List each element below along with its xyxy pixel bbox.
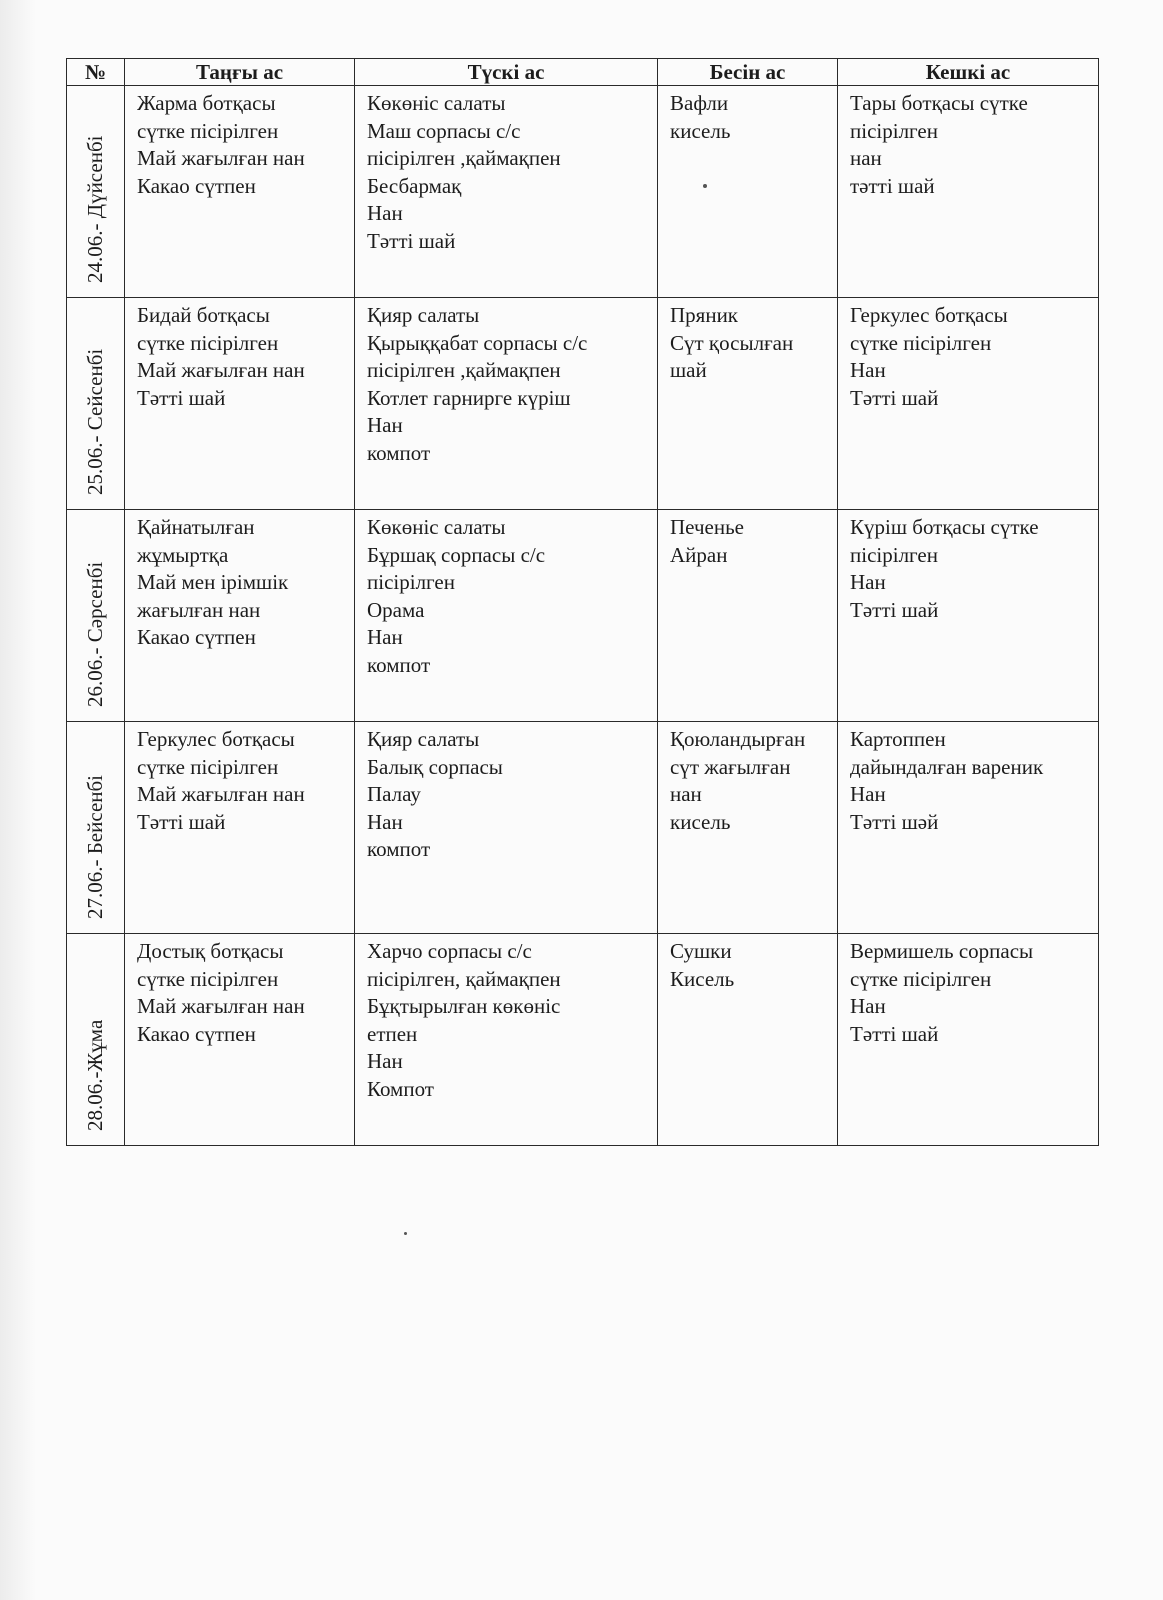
breakfast-cell (125, 298, 355, 510)
header-num: № (67, 59, 125, 86)
menu-item: Маш сорпасы с/с (367, 118, 521, 143)
menu-item: Күріш ботқасы сүтке (850, 515, 1039, 539)
lunch-cell (355, 934, 658, 1146)
menu-item: Тәтті шай (850, 597, 939, 622)
menu-item: сүтке пісірілген (137, 966, 279, 991)
snack-cell (658, 86, 838, 298)
day-row (67, 298, 1099, 510)
menu-item: Нан (367, 625, 403, 649)
menu-item: компот (367, 652, 431, 677)
menu-item: Көкөніс салаты (367, 515, 506, 539)
scan-speck (703, 184, 707, 188)
menu-item: Қайнатылған (137, 515, 255, 539)
menu-item: пісірілген (367, 570, 455, 594)
day-row (67, 510, 1099, 722)
menu-item: Тәтті шәй (850, 809, 939, 834)
menu-item: компот (367, 837, 431, 861)
header-breakfast: Таңғы ас (125, 59, 355, 86)
menu-item: Көкөніс салаты (367, 91, 506, 115)
snack-cell (658, 510, 838, 722)
menu-item: Компот (367, 1076, 434, 1101)
menu-item: Бидай ботқасы (137, 303, 270, 327)
menu-item: Май мен ірімшік (137, 570, 289, 594)
menu-item: Жарма ботқасы (137, 91, 276, 115)
menu-item: жағылған нан (137, 597, 261, 622)
menu-item: сүтке пісірілген (137, 118, 279, 143)
menu-item: Қоюландырған (670, 727, 806, 751)
dinner-cell (838, 510, 1099, 722)
menu-item: Пряник (670, 303, 739, 327)
menu-item: пісірілген (850, 118, 938, 143)
lunch-cell (355, 722, 658, 934)
menu-item: Какао сүтпен (137, 1021, 256, 1046)
menu-item: Айран (670, 542, 728, 567)
menu-item: Кисель (670, 966, 735, 991)
menu-item: кисель (670, 118, 731, 143)
menu-item: Май жағылған нан (137, 358, 305, 382)
lunch-cell (355, 298, 658, 510)
day-label-cell (67, 298, 125, 510)
menu-item: шай (670, 358, 707, 382)
menu-item: тәтті шай (850, 173, 935, 198)
menu-item: Геркулес ботқасы (137, 727, 295, 751)
dinner-cell (838, 298, 1099, 510)
snack-cell (658, 934, 838, 1146)
header-dinner: Кешкі ас (838, 59, 1099, 86)
menu-item: сүтке пісірілген (850, 966, 992, 991)
menu-item: Нан (367, 809, 403, 834)
day-label-cell (67, 722, 125, 934)
menu-item: пісірілген (850, 542, 938, 567)
menu-item: Қырыққабат сорпасы с/с (367, 330, 588, 355)
header-snack: Бесін ас (658, 59, 838, 86)
menu-item: Вермишель сорпасы (850, 939, 1034, 963)
day-label: 25.06.- Сейсенбі (83, 348, 107, 495)
lunch-cell (355, 510, 658, 722)
snack-cell (658, 298, 838, 510)
menu-item: Тәтті шай (137, 385, 226, 410)
menu-item: Нан (367, 1049, 403, 1073)
dinner-cell (838, 722, 1099, 934)
menu-item: сүтке пісірілген (850, 330, 992, 355)
menu-item: Тәтті шай (850, 1021, 939, 1046)
menu-item: пісірілген, қаймақпен (367, 966, 561, 991)
breakfast-cell (125, 934, 355, 1146)
day-label: 28.06.-Жұма (83, 1019, 107, 1131)
menu-item: пісірілген ,қаймақпен (367, 358, 561, 382)
menu-item: кисель (670, 809, 731, 834)
menu-item: Вафли (670, 91, 729, 115)
menu-item: Май жағылған нан (137, 782, 305, 806)
menu-item: Печенье (670, 515, 744, 539)
menu-item: Нан (850, 358, 886, 382)
menu-item: Сүт қосылған (670, 330, 794, 355)
scan-speck (404, 1232, 407, 1235)
menu-item: Достық ботқасы (137, 939, 284, 963)
menu-item: сүтке пісірілген (137, 754, 279, 779)
menu-item: Нан (367, 413, 403, 437)
menu-item: Нан (850, 782, 886, 806)
day-label-cell (67, 86, 125, 298)
menu-item: Май жағылған нан (137, 146, 305, 170)
weekly-menu-table (66, 58, 1099, 1146)
menu-item: нан (850, 146, 882, 170)
day-row (67, 86, 1099, 298)
scan-edge-shadow (0, 0, 36, 1600)
menu-item: Қияр салаты (367, 727, 480, 751)
day-row (67, 934, 1099, 1146)
menu-item: Нан (850, 570, 886, 594)
menu-item: сүт жағылған (670, 754, 791, 779)
snack-cell (658, 722, 838, 934)
menu-item: Нан (850, 994, 886, 1018)
menu-item: Тәтті шай (137, 809, 226, 834)
menu-item: Геркулес ботқасы (850, 303, 1008, 327)
day-row (67, 722, 1099, 934)
dinner-cell (838, 934, 1099, 1146)
breakfast-cell (125, 510, 355, 722)
menu-item: компот (367, 440, 431, 465)
menu-item: Нан (367, 201, 403, 225)
day-label: 26.06.- Сәрсенбі (83, 561, 107, 707)
menu-item: дайындалған вареник (850, 754, 1044, 779)
menu-item: Қияр салаты (367, 303, 480, 327)
menu-item: Орама (367, 597, 425, 622)
dinner-cell (838, 86, 1099, 298)
menu-item: нан (670, 782, 702, 806)
menu-item: Бесбармақ (367, 173, 462, 198)
menu-item: Бұршақ сорпасы с/с (367, 542, 546, 567)
menu-item: Харчо сорпасы с/с (367, 939, 532, 963)
header-row (67, 59, 1099, 86)
breakfast-cell (125, 86, 355, 298)
lunch-cell (355, 86, 658, 298)
menu-item: Тәтті шай (850, 385, 939, 410)
menu-item: Балық сорпасы (367, 754, 503, 779)
menu-item: Котлет гарнирге күріш (367, 385, 571, 410)
menu-item: Сушки (670, 939, 732, 963)
menu-item: Бұқтырылған көкөніс (367, 994, 561, 1018)
header-lunch: Түскі ас (355, 59, 658, 86)
day-label: 24.06.- Дүйсенбі (83, 135, 107, 283)
menu-item: сүтке пісірілген (137, 330, 279, 355)
menu-item: Май жағылған нан (137, 994, 305, 1018)
menu-item: етпен (367, 1021, 418, 1046)
day-label: 27.06.- Бейсенбі (83, 774, 107, 919)
breakfast-cell (125, 722, 355, 934)
day-label-cell (67, 934, 125, 1146)
day-label-cell (67, 510, 125, 722)
menu-item: Какао сүтпен (137, 625, 256, 649)
menu-item: Тары ботқасы сүтке (850, 91, 1028, 115)
menu-item: Тәтті шай (367, 228, 456, 253)
menu-item: Палау (367, 782, 421, 806)
menu-item: Картоппен (850, 727, 946, 751)
menu-item: пісірілген ,қаймақпен (367, 146, 561, 170)
menu-item: Какао сүтпен (137, 173, 256, 198)
menu-item: жұмыртқа (137, 542, 229, 567)
